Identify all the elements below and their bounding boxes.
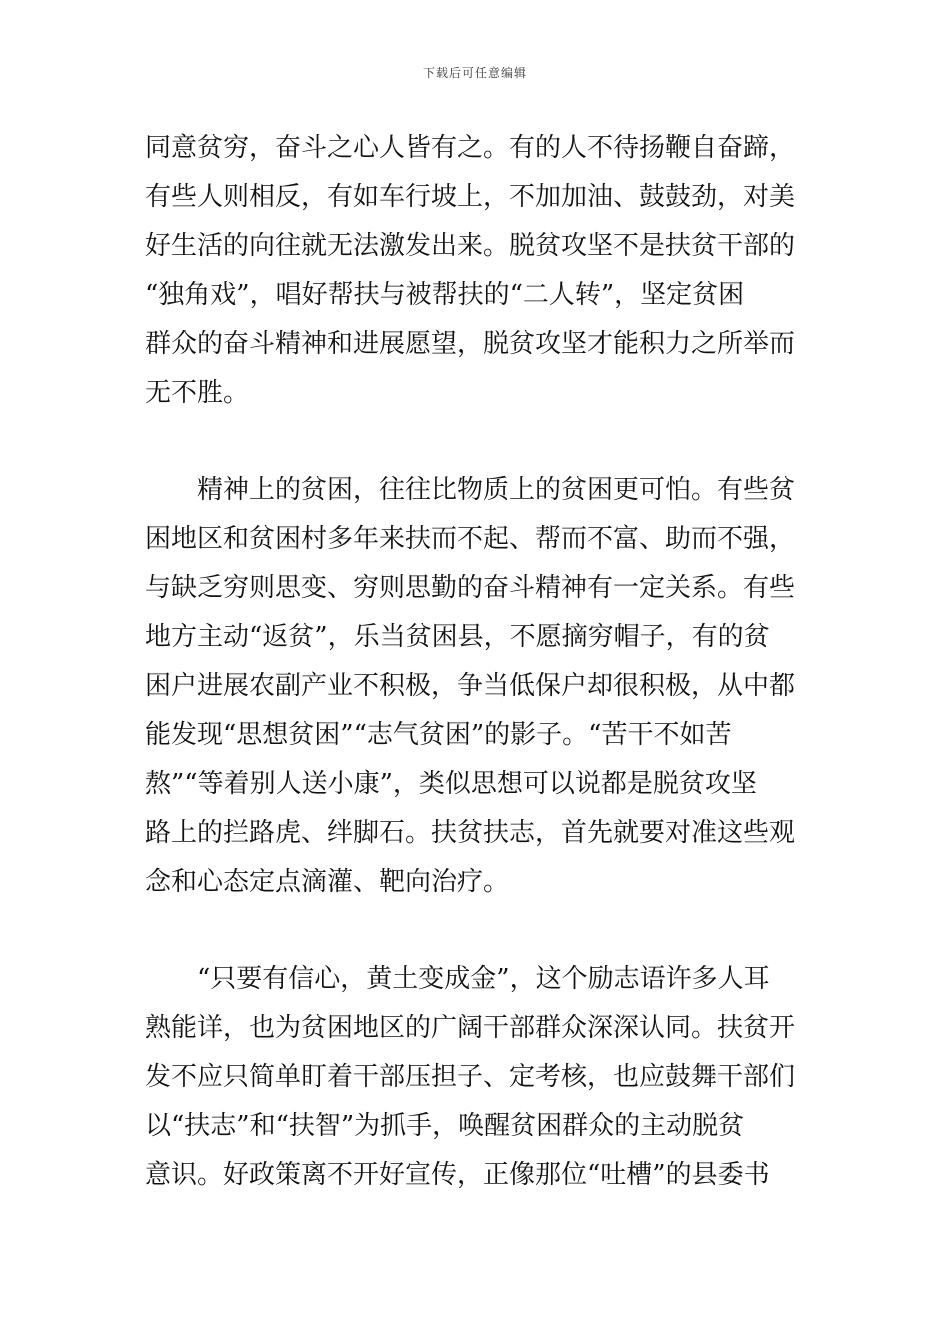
text-line: 精神上的贫困，往往比物质上的贫困更可怕。有些贫 [145, 475, 796, 505]
text-line: 地方主动“返贫”，乐当贫困县，不愿摘穷帽子，有的贫 [145, 622, 770, 652]
text-line: 能发现“思想贫困”“志气贫困”的影子。“苦干不如苦 [145, 720, 732, 750]
text-line: 同意贫穷，奋斗之心人皆有之。有的人不待扬鞭自奋蹄， [145, 133, 796, 163]
text-line: 念和心态定点滴灌、靶向治疗。 [145, 867, 510, 897]
text-line: 路上的拦路虎、绊脚石。扶贫扶志，首先就要对准这些观 [145, 818, 796, 848]
text-line: “独角戏”，唱好帮扶与被帮扶的“二人转”，坚定贫困 [145, 280, 745, 310]
text-line: 熟能详，也为贫困地区的广阔干部群众深深认同。扶贫开 [145, 1013, 796, 1043]
text-line: “只要有信心，黄土变成金”，这个励志语许多人耳 [145, 964, 770, 994]
paragraph-1 [145, 124, 810, 418]
page-header: 下载后可任意编辑 [422, 66, 527, 80]
paragraph-2 [145, 466, 810, 907]
text-line: 意识。好政策离不开好宣传，正像那位“吐槽”的县委书 [145, 1160, 770, 1190]
text-line: 有些人则相反，有如车行坡上，不加加油、鼓鼓劲，对美 [145, 182, 796, 212]
paragraph-spacer [145, 907, 810, 955]
paragraph-spacer [145, 418, 810, 466]
text-line: 以“扶志”和“扶智”为抓手，唤醒贫困群众的主动脱贫 [145, 1111, 745, 1141]
paragraph-3 [145, 955, 810, 1200]
text-line: 群众的奋斗精神和进展愿望，脱贫攻坚才能积力之所举而 [145, 329, 796, 359]
text-line: 熬”“等着别人送小康”，类似思想可以说都是脱贫攻坚 [145, 769, 757, 799]
text-line: 困地区和贫困村多年来扶而不起、帮而不富、助而不强， [145, 524, 796, 554]
text-line: 困户进展农副产业不积极，争当低保户却很积极，从中都 [145, 671, 796, 701]
text-line: 与缺乏穷则思变、穷则思勤的奋斗精神有一定关系。有些 [145, 573, 796, 603]
text-line: 发不应只简单盯着干部压担子、定考核，也应鼓舞干部们 [145, 1062, 796, 1092]
text-line: 无不胜。 [145, 378, 250, 408]
text-line: 好生活的向往就无法激发出来。脱贫攻坚不是扶贫干部的 [145, 231, 796, 261]
document-body [145, 124, 810, 1200]
